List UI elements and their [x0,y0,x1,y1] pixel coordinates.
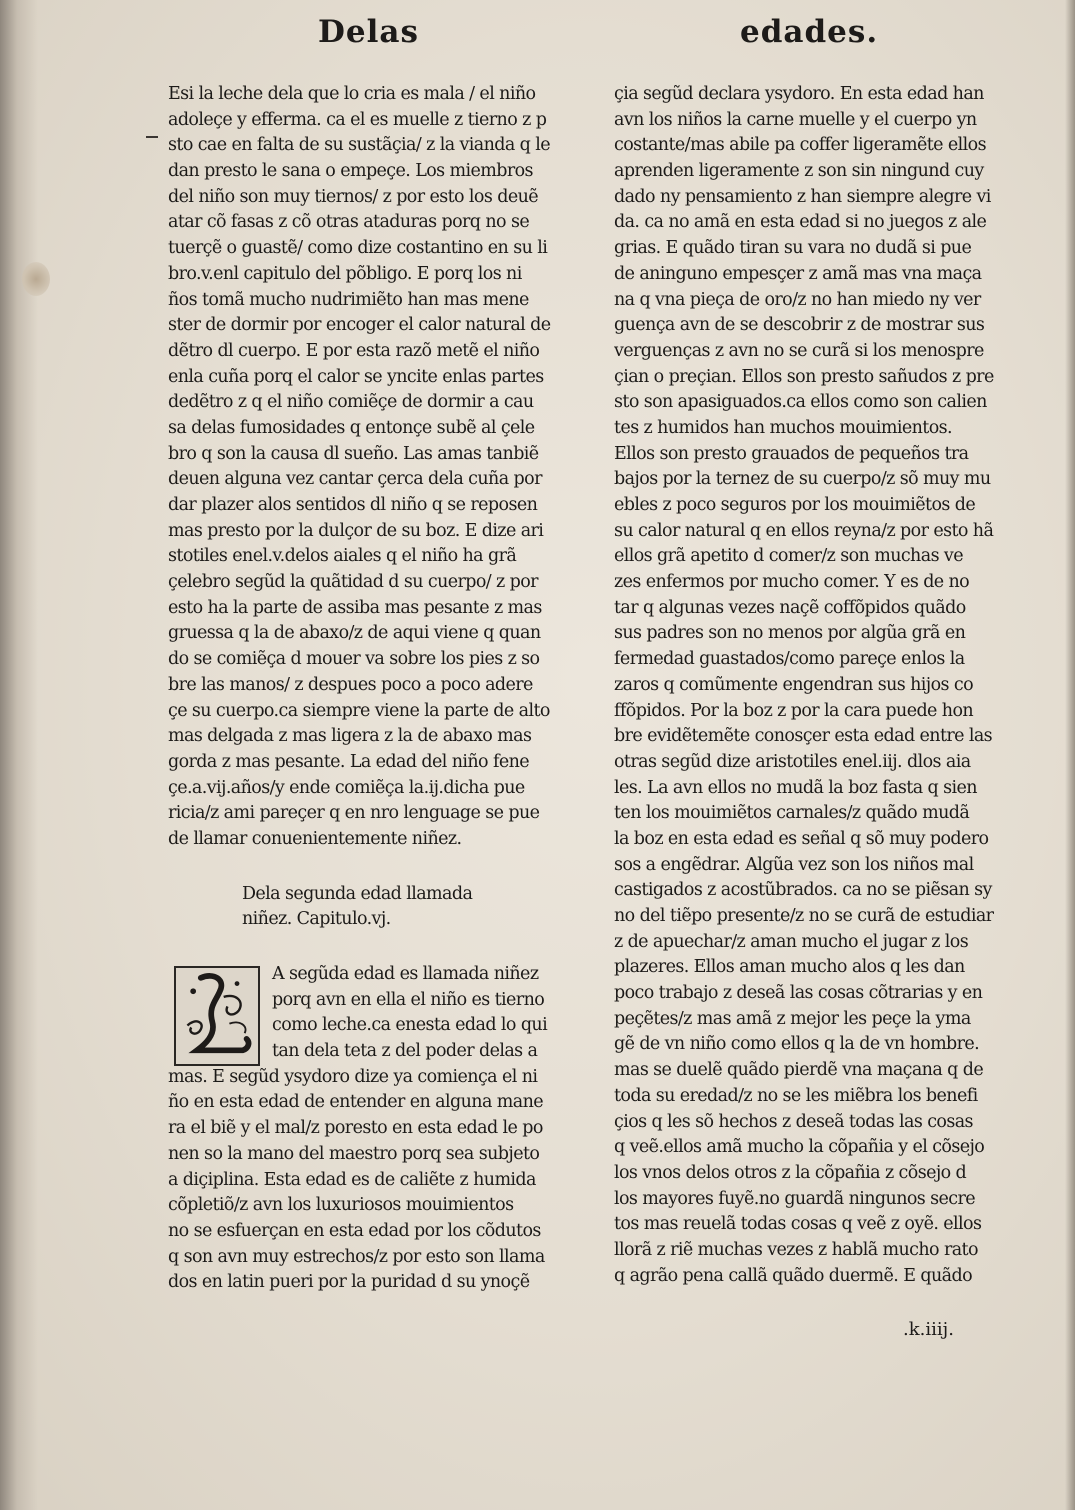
text-line: ño en esta edad de entender en alguna mane [168,1092,543,1113]
text-line: tan dela teta z del poder delas a [272,1041,538,1062]
text-line: sa delas fumosidades q entonçe subẽ al çele [168,417,535,438]
text-line: no se esfuerçan en esta edad por los cõdutos [168,1220,541,1241]
text-line: gorda z mas pesante. La edad del niño fene [168,751,530,772]
text-line: q veẽ.ellos amã mucho la cõpañia y el cõsejo [614,1137,985,1158]
text-line: mas. E segũd ysydoro dize ya comiença el ni [168,1066,538,1087]
text-line: Ellos son presto grauados de pequeños tra [614,443,969,464]
text-line: tos mas reuelã todas cosas q veẽ z oyẽ. ellos [614,1214,982,1235]
text-line: sus padres son no menos por algũa grã en [614,623,966,644]
text-line: A segũda edad es llamada niñez [272,964,539,984]
text-line: mas presto por la dulçor de su boz. E dize ari [168,520,544,541]
text-line: esto ha la parte de assiba mas pesante z mas [168,597,542,618]
text-line: sto cae en falta de su sustãçia/ z la vianda q le [168,135,550,156]
text-line: bre evidẽtemẽte conosçer esta edad entre las [614,726,993,747]
text-line: çios q les sõ hechos z deseã todas las cosas [614,1111,973,1132]
decorated-initial-l [174,966,260,1066]
right-column [614,82,1014,1289]
text-line: a diçiplina. Esta edad es de caliẽte z humida [168,1169,536,1190]
text-line: bro q son la causa dl sueño. Las amas tanbiẽ [168,443,539,464]
text-line: tar q algunas vezes naçẽ coffõpidos quãdo [614,597,966,618]
text-line: sto son apasiguados.ca ellos como son calien [614,392,987,413]
text-line: da. ca no amã en esta edad si no juegos z ale [614,212,987,233]
text-line: llorã z riẽ muchas vezes z hablã mucho rato [614,1239,978,1260]
text-line: ños tomã mucho nudrimiẽto han mas mene [168,289,529,310]
text-line: verguenças z avn no se curã si los menospre [614,340,984,361]
spacer [168,933,552,962]
text-line: bre las manos/ z despues poco a poco adere [168,674,533,695]
chapter-heading-line: niñez. Capitulo.vj. [242,909,391,930]
left-column [168,82,552,1296]
text-line: costante/mas abile pa coffer ligeramẽte ellos [614,135,986,156]
text-line: dedẽtro z q el niño comiẽçe de dormir a cau [168,392,534,413]
text-line: dẽtro dl cuerpo. E por esta razõ metẽ el niño [168,340,540,361]
text-line: dado ny pensamiento z han siempre alegre vi [614,186,991,207]
text-line: Esi la leche dela que lo cria es mala / el niño [168,84,536,104]
text-line: avn los niños la carne muelle y el cuerpo yn [614,109,977,130]
text-line: zaros q comũmente engendran sus hijos co [614,674,974,695]
text-line: mas delgada z mas ligera z la de abaxo mas [168,726,532,747]
text-line: dan presto le sana o empeçe. Los miembros [168,161,533,182]
text-line: deuen alguna vez cantar çerca dela cuña por [168,469,542,490]
text-line: como leche.ca enesta edad lo qui [272,1015,548,1036]
text-line: na q vna pieça de oro/z no han miedo ny ver [614,289,981,310]
text-line: zes enfermos por mucho comer. Y es de no [614,572,970,593]
text-line: peçẽtes/z mas amã z mejor les peçe la yma [614,1008,971,1029]
chapter-opening [168,962,552,1296]
text-line: tuerçẽ o guastẽ/ como dize costantino en su li [168,238,548,259]
text-line: ra el biẽ y el mal/z poresto en esta edad le po [168,1118,543,1139]
text-line: mas se duelẽ quãdo pierdẽ vna maçana q de [614,1060,984,1081]
text-line: castigados z acostũbrados. ca no se piẽsan sy [614,880,992,901]
text-line: guença avn de se descobrir z de mostrar sus [614,315,985,336]
paper-stain [22,262,50,296]
margin-mark [146,136,158,138]
text-line: nen so la mano del maestro porq sea subjeto [168,1143,540,1164]
text-line: cõpletiõ/z avn los luxuriosos mouimientos [168,1195,514,1216]
text-line: gruessa q la de abaxo/z de aqui viene q quan [168,623,541,644]
text-line: ricia/z ami pareçer q en nro lenguage se pue [168,803,540,824]
text-line: poco trabajo z deseã las cosas cõtrarias y en [614,983,983,1004]
text-line: dar plazer alos sentidos dl niño q se reposen [168,495,538,515]
text-line: atar cõ fasas z cõ otras ataduras porq no se [168,212,530,233]
text-line: los vnos delos otros z la cõpañia z cõsejo d [614,1162,967,1183]
binding-shadow [0,0,38,1510]
text-line: q agrão pena callã quãdo duermẽ. E quãdo [614,1265,973,1286]
text-line: sos a engẽdrar. Algũa vez son los niños mal [614,854,974,875]
signature-mark: .k.iiij. [903,1319,954,1340]
text-line: bro.v.enl capitulo del põbligo. E porq los ni [168,263,522,284]
text-line: los mayores fuyẽ.no guardã ningunos secre [614,1188,976,1209]
text-line: enla cuña porq el calor se yncite enlas partes [168,366,544,387]
text-line: do se comiẽça d mouer va sobre los pies z so [168,649,540,670]
text-line: adoleçe y efferma. ca el es muelle z tierno z p [168,109,547,130]
decorated-initial-graphic [176,968,258,1064]
text-line: fermedad guastados/como pareçe enlos la [614,649,965,670]
text-line: porq avn en ella el niño es tierno [272,989,545,1010]
text-line: çelebro segũd la quãtidad d su cuerpo/ z por [168,572,538,593]
chapter-heading [168,882,552,933]
text-line: bajos por la ternez de su cuerpo/z sõ muy mu [614,469,991,490]
text-line: çian o preçian. Ellos son presto sañudos z pre [614,366,994,387]
text-line: su calor natural q en ellos reyna/z por esto hã [614,520,994,541]
text-line: aprenden ligeramente z son sin ningund cuy [614,161,984,182]
text-line: otras segũd dize aristotiles enel.iij. dlos aia [614,751,971,772]
text-line: z de apuechar/z aman mucho el jugar z los [614,931,969,952]
text-line: de llamar conuenientemente niñez. [168,828,462,849]
text-line: ffõpidos. Por la boz z por la cara puede hon [614,700,974,721]
text-line: la boz en esta edad es señal q sõ muy podero [614,828,989,849]
text-line: les. La avn ellos no mudã la boz fasta q sien [614,777,977,798]
spacer [168,853,552,882]
text-line: ten los mouimiẽtos carnales/z quãdo mudã [614,803,970,824]
text-line: toda su eredad/z no se les miẽbra los benefi [614,1085,978,1106]
text-line: de aninguno empesçer z amã mas vna maça [614,263,982,284]
text-line: q son avn muy estrechos/z por esto son llama [168,1246,545,1267]
text-line: çia segũd declara ysydoro. En esta edad han [614,84,984,104]
text-line: dos en latin pueri por la puridad d su ynoçẽ [168,1272,530,1293]
text-line: gẽ de vn niño como ellos q la de vn hombre. [614,1034,980,1055]
chapter-heading-line: Dela segunda edad llamada [242,883,473,904]
text-line: stotiles enel.v.delos aiales q el niño ha grã [168,546,517,567]
text-line: ellos grã apetito d comer/z son muchas ve [614,546,963,567]
text-line: çe su cuerpo.ca siempre viene la parte de alto [168,700,550,721]
text-line: plazeres. Ellos aman mucho alos q les dan [614,957,965,978]
running-header-right: edades. [740,14,879,50]
text-line: ebles z poco seguros por los mouimiẽtos de [614,495,976,515]
text-line: grias. E quãdo tiran su vara no dudã si pue [614,238,972,259]
left-text-block [168,82,552,853]
text-line: çe.a.vij.años/y ende comiẽça la.ij.dicha pue [168,777,525,798]
text-line: del niño son muy tiernos/ z por esto los deuẽ [168,186,538,207]
text-line: tes z humidos han muchos mouimientos. [614,417,953,438]
text-line: no del tiẽpo presente/z no se curã de estudiar [614,906,994,926]
text-line: ster de dormir por encoger el calor natural de [168,315,551,336]
running-header-left: Delas [318,14,419,50]
page-edge-shadow [1065,0,1075,1510]
